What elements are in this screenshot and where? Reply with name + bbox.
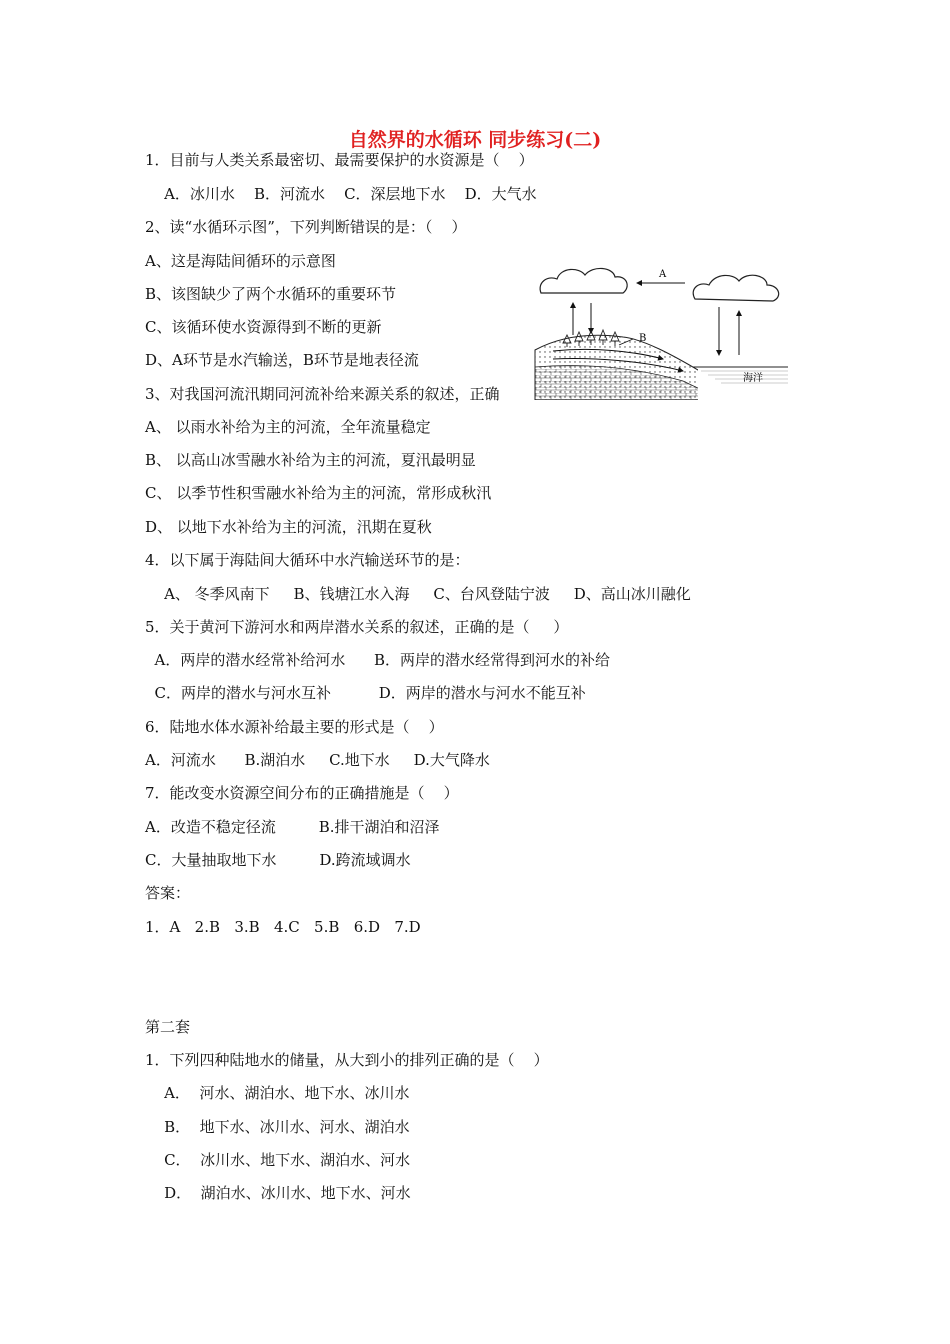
q2-option-a: A、这是海陆间循环的示意图 xyxy=(145,252,336,270)
page-title: 自然界的水循环 同步练习(二) xyxy=(348,129,602,151)
set2-q1-stem: 1．下列四种陆地水的储量，从大到小的排列正确的是（ ） xyxy=(145,1051,549,1069)
q7-stem: 7．能改变水资源空间分布的正确措施是（ ） xyxy=(145,784,459,802)
water-cycle-illustration xyxy=(533,255,788,400)
set2-q1-option-c: C． 冰川水、地下水、湖泊水、河水 xyxy=(145,1151,411,1169)
answers-label: 答案： xyxy=(145,884,191,902)
q4-options: A、 冬季风南下 B、钱塘江水入海 C、台风登陆宁波 D、高山冰川融化 xyxy=(145,585,691,603)
label-sea: 海洋 xyxy=(743,373,763,384)
q3-option-b: B、 以高山冰雪融水补给为主的河流，夏汛最明显 xyxy=(145,451,476,469)
set2-q1-option-a: A． 河水、湖泊水、地下水、冰川水 xyxy=(145,1084,410,1102)
q3-option-a: A、 以雨水补给为主的河流，全年流量稳定 xyxy=(145,418,431,436)
q4-stem: 4．以下属于海陆间大循环中水汽输送环节的是： xyxy=(145,551,470,569)
q5-stem: 5．关于黄河下游河水和两岸潜水关系的叙述，正确的是（ ） xyxy=(145,618,569,636)
q7-options-row2: C．大量抽取地下水 D.跨流域调水 xyxy=(145,851,411,869)
answers-text: 1．A 2.B 3.B 4.C 5.B 6.D 7.D xyxy=(145,918,421,936)
q2-option-b: B、该图缺少了两个水循环的重要环节 xyxy=(145,285,397,303)
q6-options: A．河流水 B.湖泊水 C.地下水 D.大气降水 xyxy=(145,751,490,769)
q2-stem: 2、读“水循环示图”，下列判断错误的是：（ ） xyxy=(145,218,467,236)
label-a: A xyxy=(659,269,667,280)
q3-stem: 3、对我国河流汛期同河流补给来源关系的叙述，正确 xyxy=(145,385,500,403)
q7-options-row1: A．改造不稳定径流 B.排干湖泊和沼泽 xyxy=(145,818,440,836)
water-cycle-diagram xyxy=(533,255,788,400)
q2-option-d: D、A环节是水汽输送，B环节是地表径流 xyxy=(145,351,419,369)
q1-options: A．冰川水 B．河流水 C．深层地下水 D．大气水 xyxy=(145,185,537,203)
set2-label: 第二套 xyxy=(145,1018,191,1036)
set2-q1-option-d: D． 湖泊水、冰川水、地下水、河水 xyxy=(145,1184,411,1202)
q2-option-c: C、该循环使水资源得到不断的更新 xyxy=(145,318,382,336)
q3-option-d: D、 以地下水补给为主的河流，汛期在夏秋 xyxy=(145,518,432,536)
label-b: B xyxy=(639,333,647,344)
set2-q1-option-b: B． 地下水、冰川水、河水、湖泊水 xyxy=(145,1118,410,1136)
q6-stem: 6．陆地水体水源补给最主要的形式是（ ） xyxy=(145,718,444,736)
q5-options-row1: A．两岸的潜水经常补给河水 B．两岸的潜水经常得到河水的补给 xyxy=(145,651,611,669)
q1-stem: 1．目前与人类关系最密切、最需要保护的水资源是（ ） xyxy=(145,151,534,169)
q3-option-c: C、 以季节性积雪融水补给为主的河流，常形成秋汛 xyxy=(145,484,492,502)
q5-options-row2: C．两岸的潜水与河水互补 D．两岸的潜水与河水不能互补 xyxy=(145,684,586,702)
